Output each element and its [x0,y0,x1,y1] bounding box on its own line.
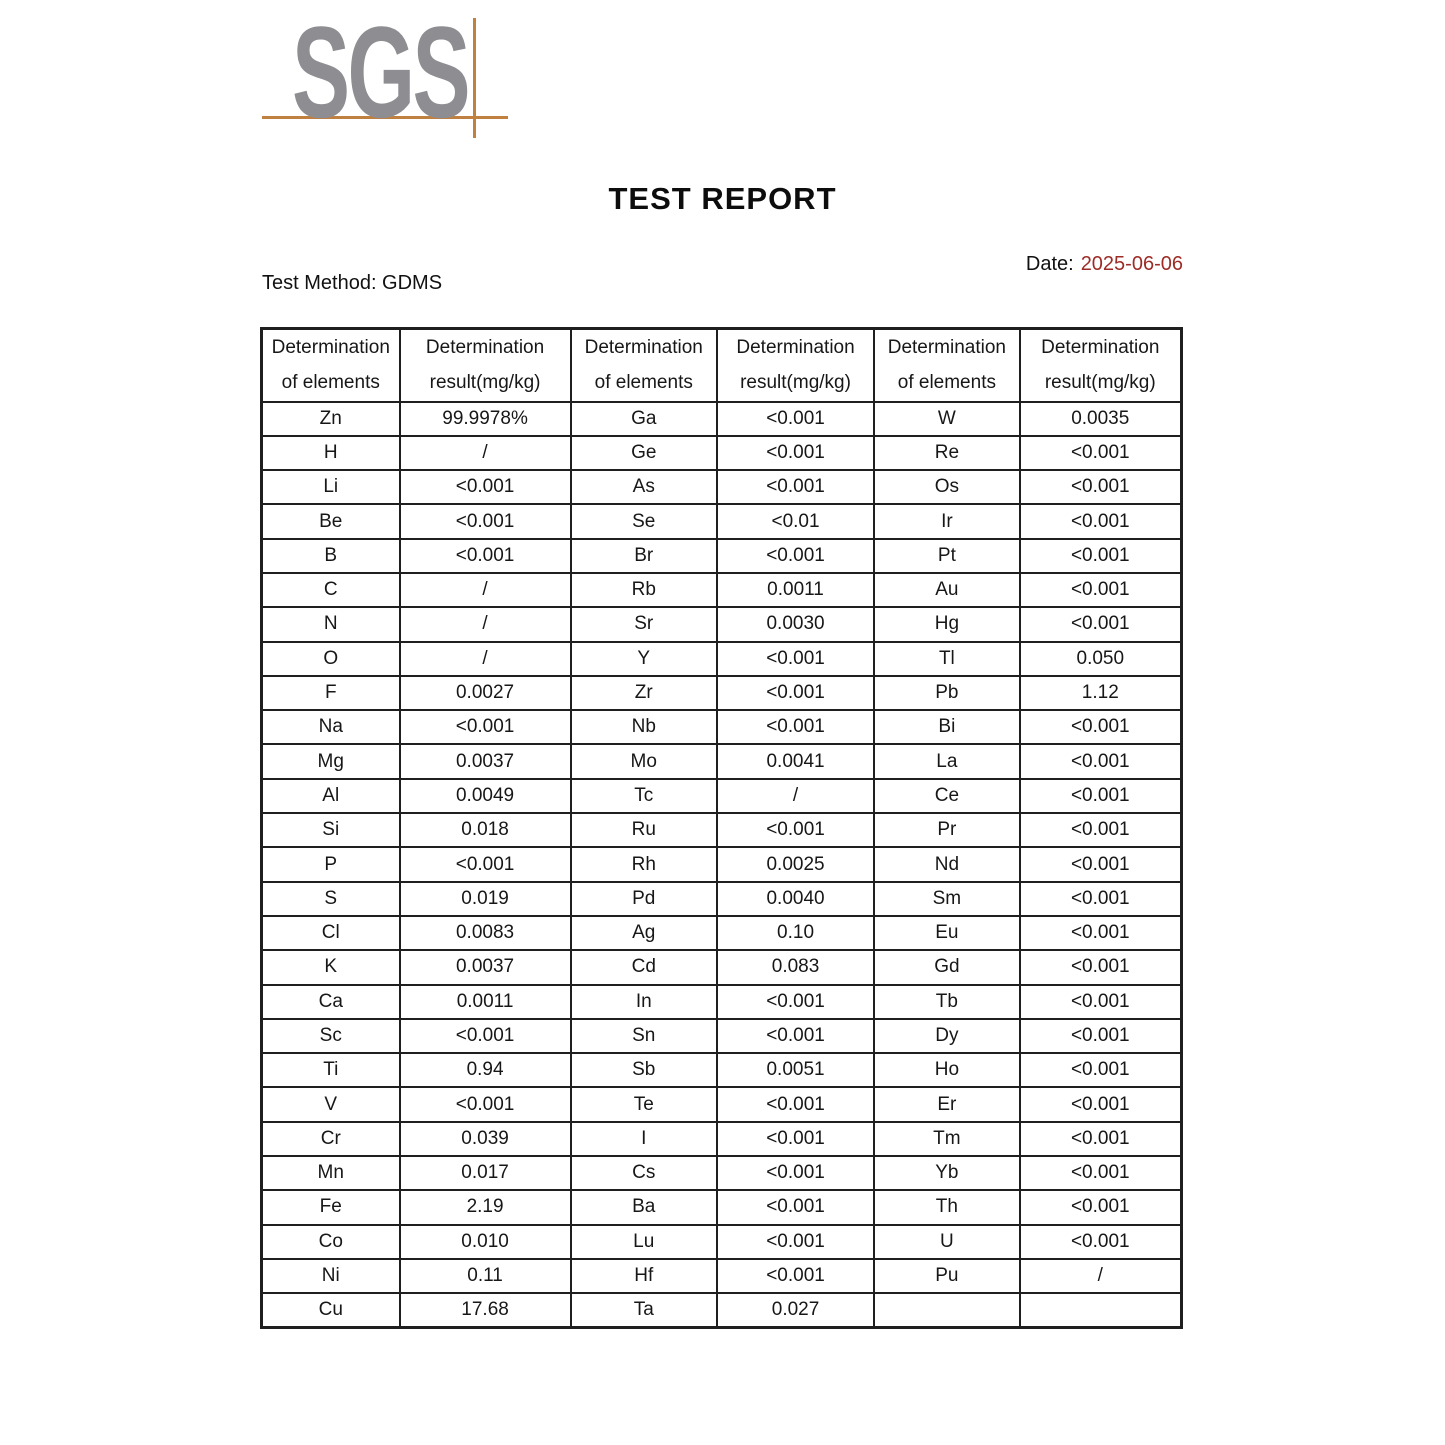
result-cell: <0.001 [400,710,571,744]
element-cell: S [262,882,400,916]
element-cell: W [874,402,1019,436]
element-cell: Re [874,436,1019,470]
element-cell: La [874,744,1019,778]
sgs-logo [262,0,508,145]
table-row [262,1019,1182,1053]
element-cell: Zn [262,402,400,436]
element-cell: Zr [571,676,717,710]
result-cell: 0.017 [400,1156,571,1190]
table-row [262,1122,1182,1156]
result-cell: <0.001 [717,539,874,573]
result-cell: <0.001 [1020,1053,1182,1087]
element-cell: Ru [571,813,717,847]
element-cell: Nd [874,847,1019,881]
table-row [262,642,1182,676]
element-cell: Si [262,813,400,847]
element-cell: K [262,950,400,984]
result-cell: 0.11 [400,1259,571,1293]
result-cell: <0.001 [717,1122,874,1156]
result-cell: <0.001 [400,504,571,538]
table-row [262,607,1182,641]
element-cell: Ta [571,1293,717,1327]
result-cell: <0.001 [717,642,874,676]
result-cell: / [1020,1259,1182,1293]
result-cell: <0.001 [717,402,874,436]
element-cell: Al [262,779,400,813]
element-cell: Ag [571,916,717,950]
result-cell: 0.0027 [400,676,571,710]
result-cell: <0.001 [717,1087,874,1121]
element-cell: Na [262,710,400,744]
element-cell: Pr [874,813,1019,847]
result-cell: / [400,642,571,676]
result-cell: 0.94 [400,1053,571,1087]
result-cell: 0.010 [400,1225,571,1259]
date-label: Date: [1025,253,1074,275]
result-cell: 0.0011 [717,573,874,607]
result-cell: <0.001 [1020,1019,1182,1053]
result-cell: / [400,573,571,607]
result-cell: 0.0049 [400,779,571,813]
element-cell: Mo [571,744,717,778]
element-cell: Y [571,642,717,676]
result-cell: <0.001 [717,1259,874,1293]
result-cell: <0.001 [717,1156,874,1190]
table-row [262,676,1182,710]
result-cell: <0.001 [717,710,874,744]
element-cell: Sn [571,1019,717,1053]
result-cell: 0.039 [400,1122,571,1156]
element-cell: H [262,436,400,470]
result-cell [1020,1293,1182,1327]
element-cell: Au [874,573,1019,607]
element-cell: Nb [571,710,717,744]
table-row [262,402,1182,436]
element-cell: F [262,676,400,710]
result-cell: <0.001 [1020,539,1182,573]
table-row [262,779,1182,813]
result-cell: <0.001 [1020,573,1182,607]
result-cell: 2.19 [400,1190,571,1224]
element-cell: Hf [571,1259,717,1293]
element-cell: Te [571,1087,717,1121]
table-row [262,985,1182,1019]
element-cell: As [571,470,717,504]
header-cell-elements: Determination of elements [571,329,717,402]
result-cell: 0.083 [717,950,874,984]
element-cell: Hg [874,607,1019,641]
logo-crosshair-vertical-line [473,18,476,138]
table-row [262,1259,1182,1293]
determination-results-table [260,327,1183,1329]
result-cell: <0.001 [1020,779,1182,813]
result-cell: <0.001 [400,539,571,573]
header-cell-elements: Determination of elements [262,329,400,402]
element-cell: Cd [571,950,717,984]
result-cell: 0.0083 [400,916,571,950]
result-cell: <0.001 [1020,1156,1182,1190]
header-cell-result: Determination result(mg/kg) [717,329,874,402]
element-cell: C [262,573,400,607]
result-cell: 0.0051 [717,1053,874,1087]
result-cell: <0.001 [1020,985,1182,1019]
element-cell: Co [262,1225,400,1259]
result-cell: 17.68 [400,1293,571,1327]
result-cell: <0.001 [1020,436,1182,470]
result-cell: 0.050 [1020,642,1182,676]
result-cell: <0.001 [717,985,874,1019]
result-cell: 0.0040 [717,882,874,916]
result-cell: <0.001 [1020,710,1182,744]
element-cell: Rh [571,847,717,881]
result-cell: <0.001 [400,1019,571,1053]
table-row [262,710,1182,744]
result-cell: 0.0011 [400,985,571,1019]
result-cell: 1.12 [1020,676,1182,710]
element-cell: In [571,985,717,1019]
element-cell: Er [874,1087,1019,1121]
page-title: TEST REPORT [608,181,837,216]
element-cell: U [874,1225,1019,1259]
result-cell: <0.001 [1020,1190,1182,1224]
result-cell: <0.001 [1020,950,1182,984]
element-cell: Bi [874,710,1019,744]
result-cell: <0.001 [1020,1087,1182,1121]
element-cell: Sm [874,882,1019,916]
table-row [262,1087,1182,1121]
table-row [262,813,1182,847]
table-row [262,950,1182,984]
result-cell: 0.0035 [1020,402,1182,436]
element-cell: N [262,607,400,641]
element-cell: Ba [571,1190,717,1224]
result-cell: <0.001 [1020,504,1182,538]
element-cell: I [571,1122,717,1156]
sgs-logo-text: SGS [292,0,468,145]
result-cell: 99.9978% [400,402,571,436]
table-row [262,504,1182,538]
result-cell: <0.001 [400,1087,571,1121]
table-row [262,1225,1182,1259]
element-cell: Cs [571,1156,717,1190]
result-cell: / [400,436,571,470]
element-cell: Cl [262,916,400,950]
result-cell: <0.001 [717,470,874,504]
result-cell: <0.001 [1020,1225,1182,1259]
result-cell: <0.001 [717,813,874,847]
test-method: Test Method: GDMS [262,272,443,294]
element-cell: Cr [262,1122,400,1156]
result-cell: <0.001 [1020,882,1182,916]
result-cell: <0.001 [1020,916,1182,950]
result-cell: 0.0037 [400,950,571,984]
element-cell: Tm [874,1122,1019,1156]
element-cell: Tl [874,642,1019,676]
element-cell: B [262,539,400,573]
element-cell: P [262,847,400,881]
element-cell: Lu [571,1225,717,1259]
header-cell-result: Determination result(mg/kg) [400,329,571,402]
element-cell: Pd [571,882,717,916]
result-cell: <0.001 [400,847,571,881]
element-cell: Se [571,504,717,538]
element-cell: Tb [874,985,1019,1019]
table-row [262,1156,1182,1190]
result-cell: 0.0025 [717,847,874,881]
table-row [262,1053,1182,1087]
header-cell-elements: Determination of elements [874,329,1019,402]
element-cell: Ge [571,436,717,470]
element-cell: Sr [571,607,717,641]
result-cell: / [400,607,571,641]
element-cell: Mn [262,1156,400,1190]
element-cell: Pt [874,539,1019,573]
result-cell: <0.001 [717,1190,874,1224]
result-cell: <0.001 [717,1019,874,1053]
element-cell: Th [874,1190,1019,1224]
table-row [262,539,1182,573]
table-row [262,436,1182,470]
element-cell: Tc [571,779,717,813]
element-cell: Sb [571,1053,717,1087]
table-row [262,470,1182,504]
element-cell: Li [262,470,400,504]
element-cell: V [262,1087,400,1121]
element-cell: Ga [571,402,717,436]
result-cell: 0.019 [400,882,571,916]
result-cell: 0.10 [717,916,874,950]
element-cell: Dy [874,1019,1019,1053]
table-row [262,916,1182,950]
element-cell: Ir [874,504,1019,538]
result-cell: <0.001 [1020,470,1182,504]
result-cell: 0.0037 [400,744,571,778]
result-cell: <0.001 [400,470,571,504]
result-cell: <0.001 [1020,813,1182,847]
result-cell: <0.001 [1020,744,1182,778]
element-cell: Cu [262,1293,400,1327]
table-row [262,1293,1182,1327]
result-cell: <0.001 [1020,1122,1182,1156]
element-cell: Fe [262,1190,400,1224]
element-cell: Ho [874,1053,1019,1087]
element-cell: Sc [262,1019,400,1053]
element-cell: Eu [874,916,1019,950]
element-cell: Ce [874,779,1019,813]
result-cell: / [717,779,874,813]
table-row [262,882,1182,916]
header-cell-result: Determination result(mg/kg) [1020,329,1182,402]
date-value: 2025-06-06 [1080,253,1183,275]
table-row [262,847,1182,881]
result-cell: <0.001 [717,436,874,470]
result-cell: 0.0041 [717,744,874,778]
table-row [262,744,1182,778]
result-cell: 0.027 [717,1293,874,1327]
element-cell: Ti [262,1053,400,1087]
element-cell: Be [262,504,400,538]
result-cell: <0.001 [717,676,874,710]
element-cell: Yb [874,1156,1019,1190]
element-cell: Ca [262,985,400,1019]
result-cell: <0.01 [717,504,874,538]
table-row [262,1190,1182,1224]
element-cell: Pu [874,1259,1019,1293]
element-cell: Pb [874,676,1019,710]
element-cell: Br [571,539,717,573]
result-cell: <0.001 [1020,607,1182,641]
element-cell [874,1293,1019,1327]
table-row [262,573,1182,607]
result-cell: <0.001 [1020,847,1182,881]
result-cell: <0.001 [717,1225,874,1259]
result-cell: 0.0030 [717,607,874,641]
element-cell: Mg [262,744,400,778]
result-cell: 0.018 [400,813,571,847]
element-cell: Ni [262,1259,400,1293]
table-header-row [262,329,1182,402]
element-cell: Gd [874,950,1019,984]
element-cell: Os [874,470,1019,504]
element-cell: Rb [571,573,717,607]
element-cell: O [262,642,400,676]
